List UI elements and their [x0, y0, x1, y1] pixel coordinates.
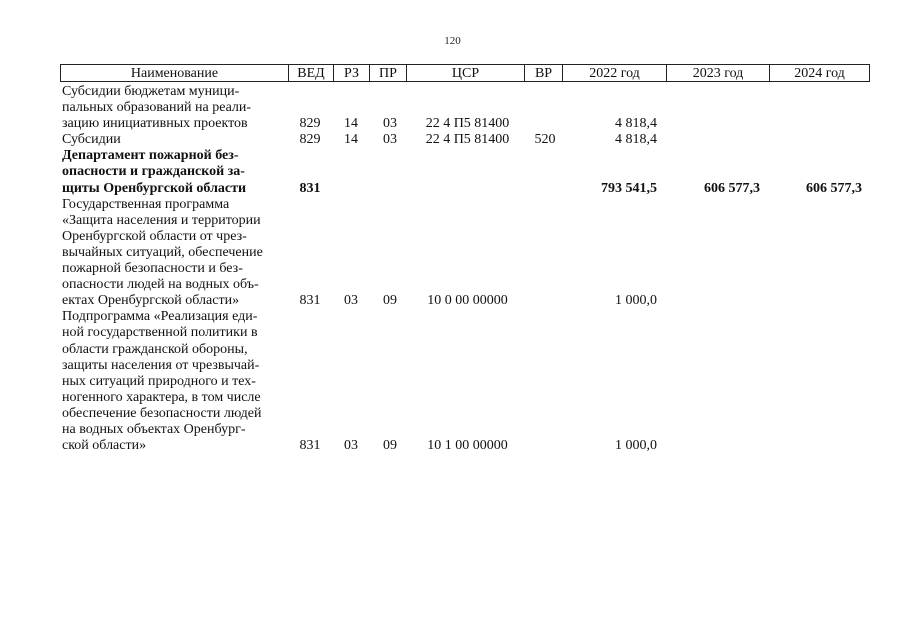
header-2023: 2023 год — [666, 65, 769, 82]
header-2022: 2022 год — [562, 65, 666, 82]
ved-cell: 831 — [299, 438, 321, 454]
row-name-line: защиты населения от чрезвычай- — [62, 357, 260, 373]
row-name-line: зацию инициативных проектов — [62, 116, 248, 132]
rz-cell: 14 — [344, 132, 358, 148]
ved-cell: 829 — [299, 116, 321, 132]
header-vr: ВР — [524, 65, 562, 82]
table-row — [0, 309, 905, 454]
rz-cell: 03 — [344, 293, 358, 309]
row-name-line: на водных объектах Оренбург- — [62, 422, 246, 438]
pr-cell: 03 — [383, 132, 397, 148]
csr-cell: 22 4 П5 81400 — [425, 132, 510, 148]
table-row — [0, 84, 905, 132]
pr-cell: 09 — [383, 293, 397, 309]
row-name-line: опасности людей на водных объ- — [62, 277, 259, 293]
row-name — [62, 132, 284, 148]
header-pr: ПР — [369, 65, 406, 82]
amount-2022-cell: 4 818,4 — [615, 132, 657, 148]
row-name — [62, 84, 284, 132]
row-name — [62, 148, 284, 196]
table-header — [60, 64, 870, 82]
rz-cell: 14 — [344, 116, 358, 132]
header-rz: РЗ — [333, 65, 369, 82]
table-row — [0, 148, 905, 196]
pr-cell: 03 — [383, 116, 397, 132]
row-name-line: Департамент пожарной без- — [62, 148, 239, 164]
row-name-line: ной государственной политики в — [62, 325, 258, 341]
row-name-line: «Защита населения и территории — [62, 212, 261, 228]
amount-2022-cell: 793 541,5 — [601, 180, 657, 196]
table-row — [0, 132, 905, 148]
rz-cell: 03 — [344, 438, 358, 454]
row-name-line: щиты Оренбургской области — [62, 180, 247, 196]
row-name-line: ектах Оренбургской области» — [62, 293, 240, 309]
row-name-line: Государственная программа — [62, 196, 230, 212]
header-csr: ЦСР — [406, 65, 524, 82]
row-name-line: вычайных ситуаций, обеспечение — [62, 244, 263, 260]
pr-cell: 09 — [383, 438, 397, 454]
row-name-line: опасности и гражданской за- — [62, 164, 245, 180]
csr-cell: 10 1 00 00000 — [427, 438, 508, 454]
row-name — [62, 197, 284, 310]
ved-cell: 829 — [299, 132, 321, 148]
amount-2022-cell: 1 000,0 — [615, 293, 657, 309]
row-name-line: обеспечение безопасности людей — [62, 405, 262, 421]
csr-cell: 22 4 П5 81400 — [425, 116, 510, 132]
row-name-line: пожарной безопасности и без- — [62, 261, 243, 277]
row-name-line: ской области» — [62, 438, 147, 454]
table-row — [0, 197, 905, 310]
row-name-line: Подпрограмма «Реализация еди- — [62, 309, 258, 325]
amount-2024-cell: 606 577,3 — [806, 180, 862, 196]
vr-cell: 520 — [534, 132, 556, 148]
csr-cell: 10 0 00 00000 — [427, 293, 508, 309]
amount-2023-cell: 606 577,3 — [704, 180, 760, 196]
header-2024: 2024 год — [769, 65, 870, 82]
row-name-line: Субсидии — [62, 132, 121, 148]
row-name-line: ных ситуаций природного и тех- — [62, 373, 256, 389]
amount-2022-cell: 1 000,0 — [615, 438, 657, 454]
page-number: 120 — [444, 35, 461, 47]
row-name-line: Оренбургской области от чрез- — [62, 228, 247, 244]
ved-cell: 831 — [299, 293, 321, 309]
row-name-line: области гражданской обороны, — [62, 341, 248, 357]
row-name-line: Субсидии бюджетам муници- — [62, 84, 240, 99]
amount-2022-cell: 4 818,4 — [615, 116, 657, 132]
ved-cell: 831 — [299, 180, 321, 196]
header-name: Наименование — [60, 65, 288, 82]
header-ved: ВЕД — [288, 65, 333, 82]
row-name-line: ногенного характера, в том числе — [62, 389, 261, 405]
row-name — [62, 309, 284, 454]
row-name-line: пальных образований на реали- — [62, 100, 252, 116]
